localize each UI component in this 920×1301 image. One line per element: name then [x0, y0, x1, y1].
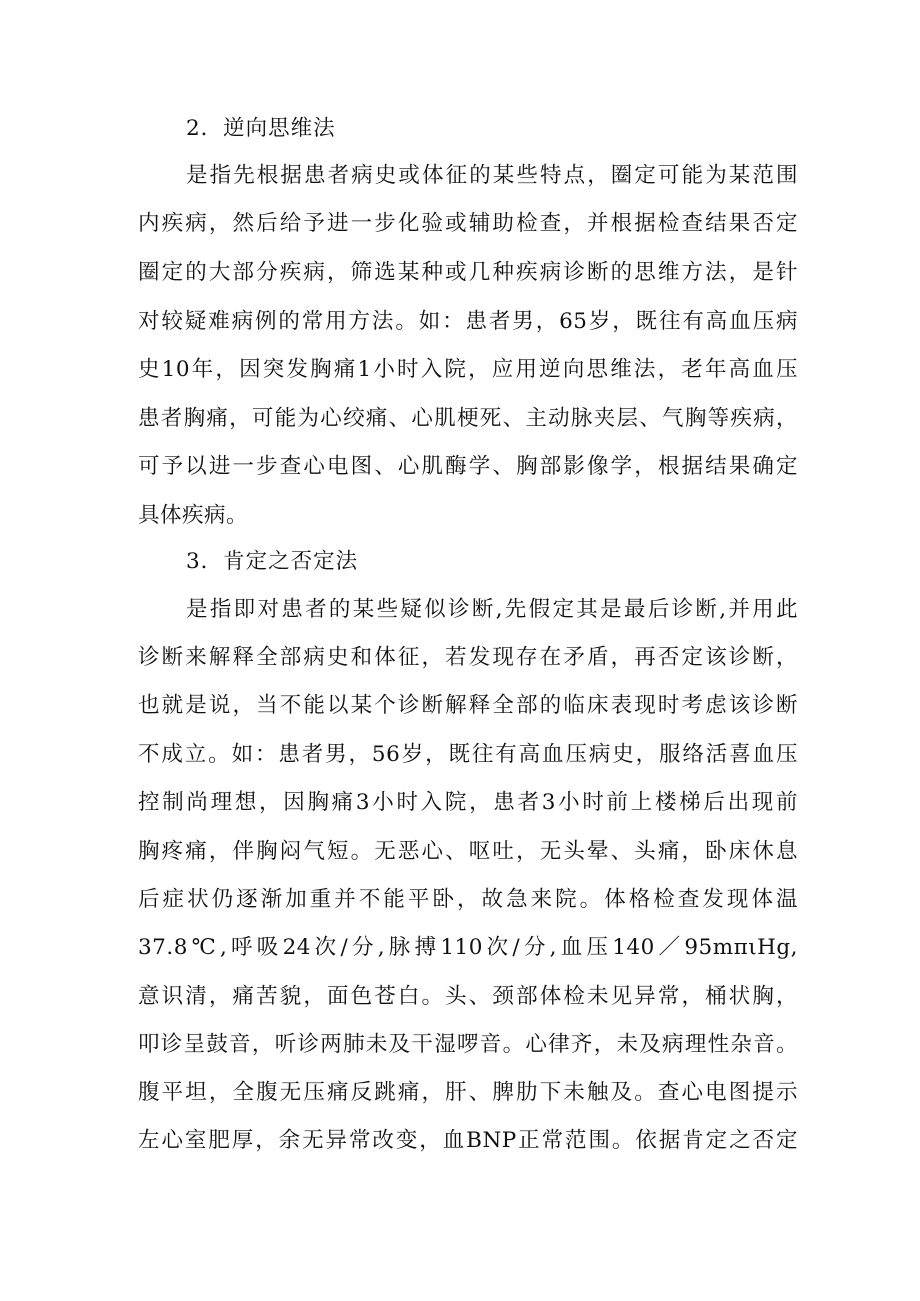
paragraph-line: 也就是说，当不能以某个诊断解释全部的临床表现时考虑该诊断: [138, 693, 798, 718]
paragraph-line: 是指先根据患者病史或体征的某些特点，圈定可能为某范围: [186, 163, 798, 188]
paragraph-line: 不成立。如：患者男，56岁，既往有高血压病史，服络活喜血压: [138, 742, 798, 767]
paragraph-line: 诊断来解释全部病史和体征，若发现存在矛盾，再否定该诊断，: [138, 645, 798, 670]
paragraph-line: 圈定的大部分疾病，筛选某种或几种疾病诊断的思维方法，是针: [138, 260, 798, 285]
paragraph-line: 患者胸痛，可能为心绞痛、心肌梗死、主动脉夹层、气胸等疾病，: [138, 406, 798, 431]
paragraph-line: 可予以进一步查心电图、心肌酶学、胸部影像学，根据结果确定: [138, 454, 798, 479]
paragraph-line: 意识清，痛苦貌，面色苍白。头、颈部体检未见异常，桶状胸，: [138, 984, 798, 1009]
paragraph-line: 内疾病，然后给予进一步化验或辅助检查，并根据检查结果否定: [138, 211, 798, 236]
section-heading-reverse-thinking: 2．逆向思维法: [186, 116, 336, 141]
paragraph-line: 对较疑难病例的常用方法。如：患者男，65岁，既往有高血压病: [138, 309, 798, 334]
paragraph-line: 胸疼痛，伴胸闷气短。无恶心、呕吐，无头晕、头痛，卧床休息: [138, 839, 798, 864]
section-heading-affirm-negate: 3．肯定之否定法: [186, 549, 359, 574]
paragraph-line: 37.8℃,呼吸24次/分,脉搏110次/分,血压140／95mπιHg,: [138, 935, 798, 960]
paragraph-line: 叩诊呈鼓音，听诊两肺未及干湿啰音。心律齐，未及病理性杂音。: [138, 1032, 798, 1057]
paragraph-line: 具体疾病。: [138, 503, 249, 528]
paragraph-line: 是指即对患者的某些疑似诊断,先假定其是最后诊断,并用此: [186, 597, 798, 622]
paragraph-line: 后症状仍逐渐加重并不能平卧，故急来院。体格检查发现体温: [138, 887, 798, 912]
paragraph-line: 史10年，因突发胸痛1小时入院，应用逆向思维法，老年高血压: [138, 357, 798, 382]
paragraph-line: 左心室肥厚，余无异常改变，血BNP正常范围。依据肯定之否定: [138, 1128, 798, 1153]
paragraph-line: 控制尚理想，因胸痛3小时入院，患者3小时前上楼梯后出现前: [138, 790, 798, 815]
paragraph-line: 腹平坦，全腹无压痛反跳痛，肝、脾肋下未触及。查心电图提示: [138, 1080, 798, 1105]
